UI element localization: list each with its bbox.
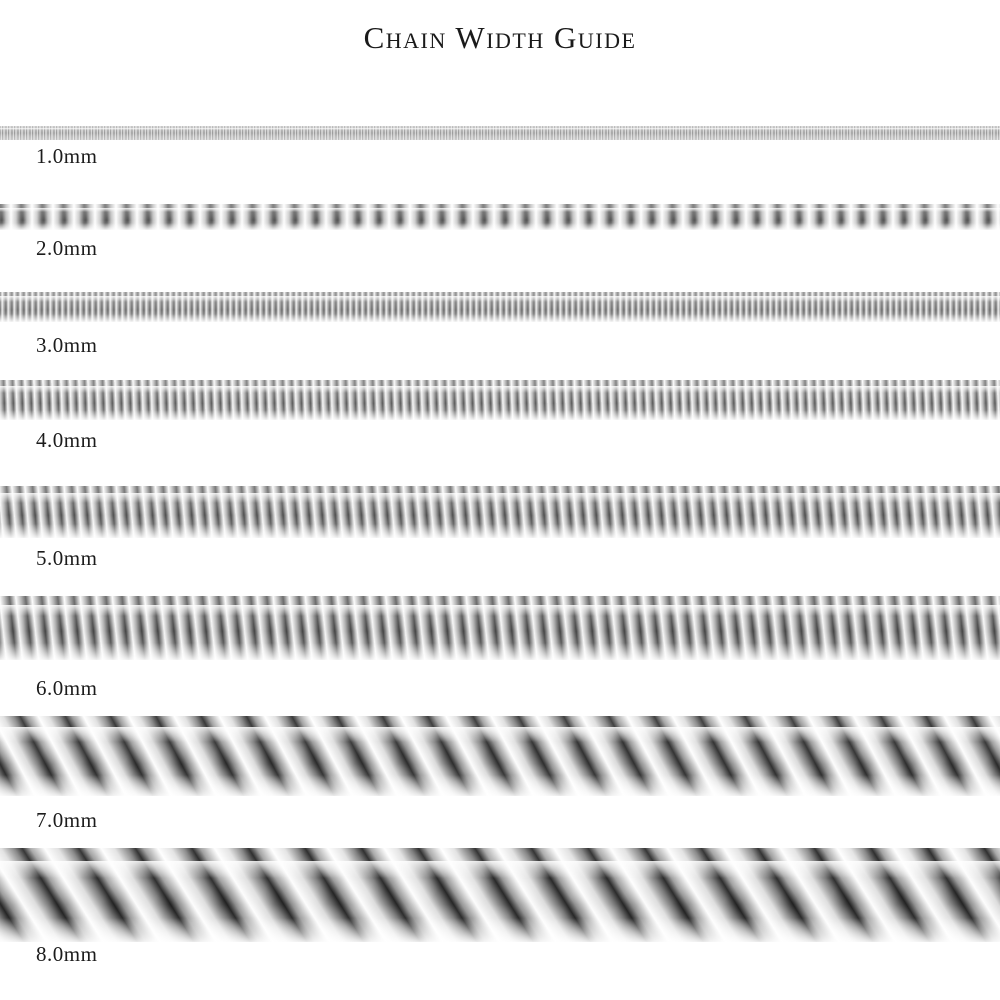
- chain-label-4-0mm: 4.0mm: [36, 428, 98, 452]
- chain-strand: [0, 486, 1000, 538]
- chain-label-6-0mm: 6.0mm: [36, 676, 98, 700]
- chain-strand: [0, 596, 1000, 660]
- chain-strand: [0, 292, 1000, 322]
- chain-swatch-4-0mm: [0, 380, 1000, 420]
- chain-strand: [0, 204, 1000, 230]
- chain-swatch-5-0mm: [0, 486, 1000, 538]
- chain-strand: [0, 848, 1000, 942]
- chain-swatch-6-0mm: [0, 596, 1000, 660]
- chain-label-5-0mm: 5.0mm: [36, 546, 98, 570]
- chain-swatch-1-0mm: [0, 126, 1000, 140]
- chain-strand: [0, 126, 1000, 140]
- page-title: Chain Width Guide: [363, 20, 637, 55]
- chain-swatch-2-0mm: [0, 204, 1000, 230]
- chain-swatch-3-0mm: [0, 292, 1000, 322]
- chain-label-8-0mm: 8.0mm: [36, 942, 98, 966]
- chain-swatch-8-0mm: [0, 848, 1000, 942]
- chain-swatch-7-0mm: [0, 716, 1000, 796]
- chain-label-7-0mm: 7.0mm: [36, 808, 98, 832]
- chain-label-2-0mm: 2.0mm: [36, 236, 98, 260]
- chain-strand: [0, 380, 1000, 420]
- chain-strand: [0, 716, 1000, 796]
- chain-label-3-0mm: 3.0mm: [36, 333, 98, 357]
- chain-label-1-0mm: 1.0mm: [36, 144, 98, 168]
